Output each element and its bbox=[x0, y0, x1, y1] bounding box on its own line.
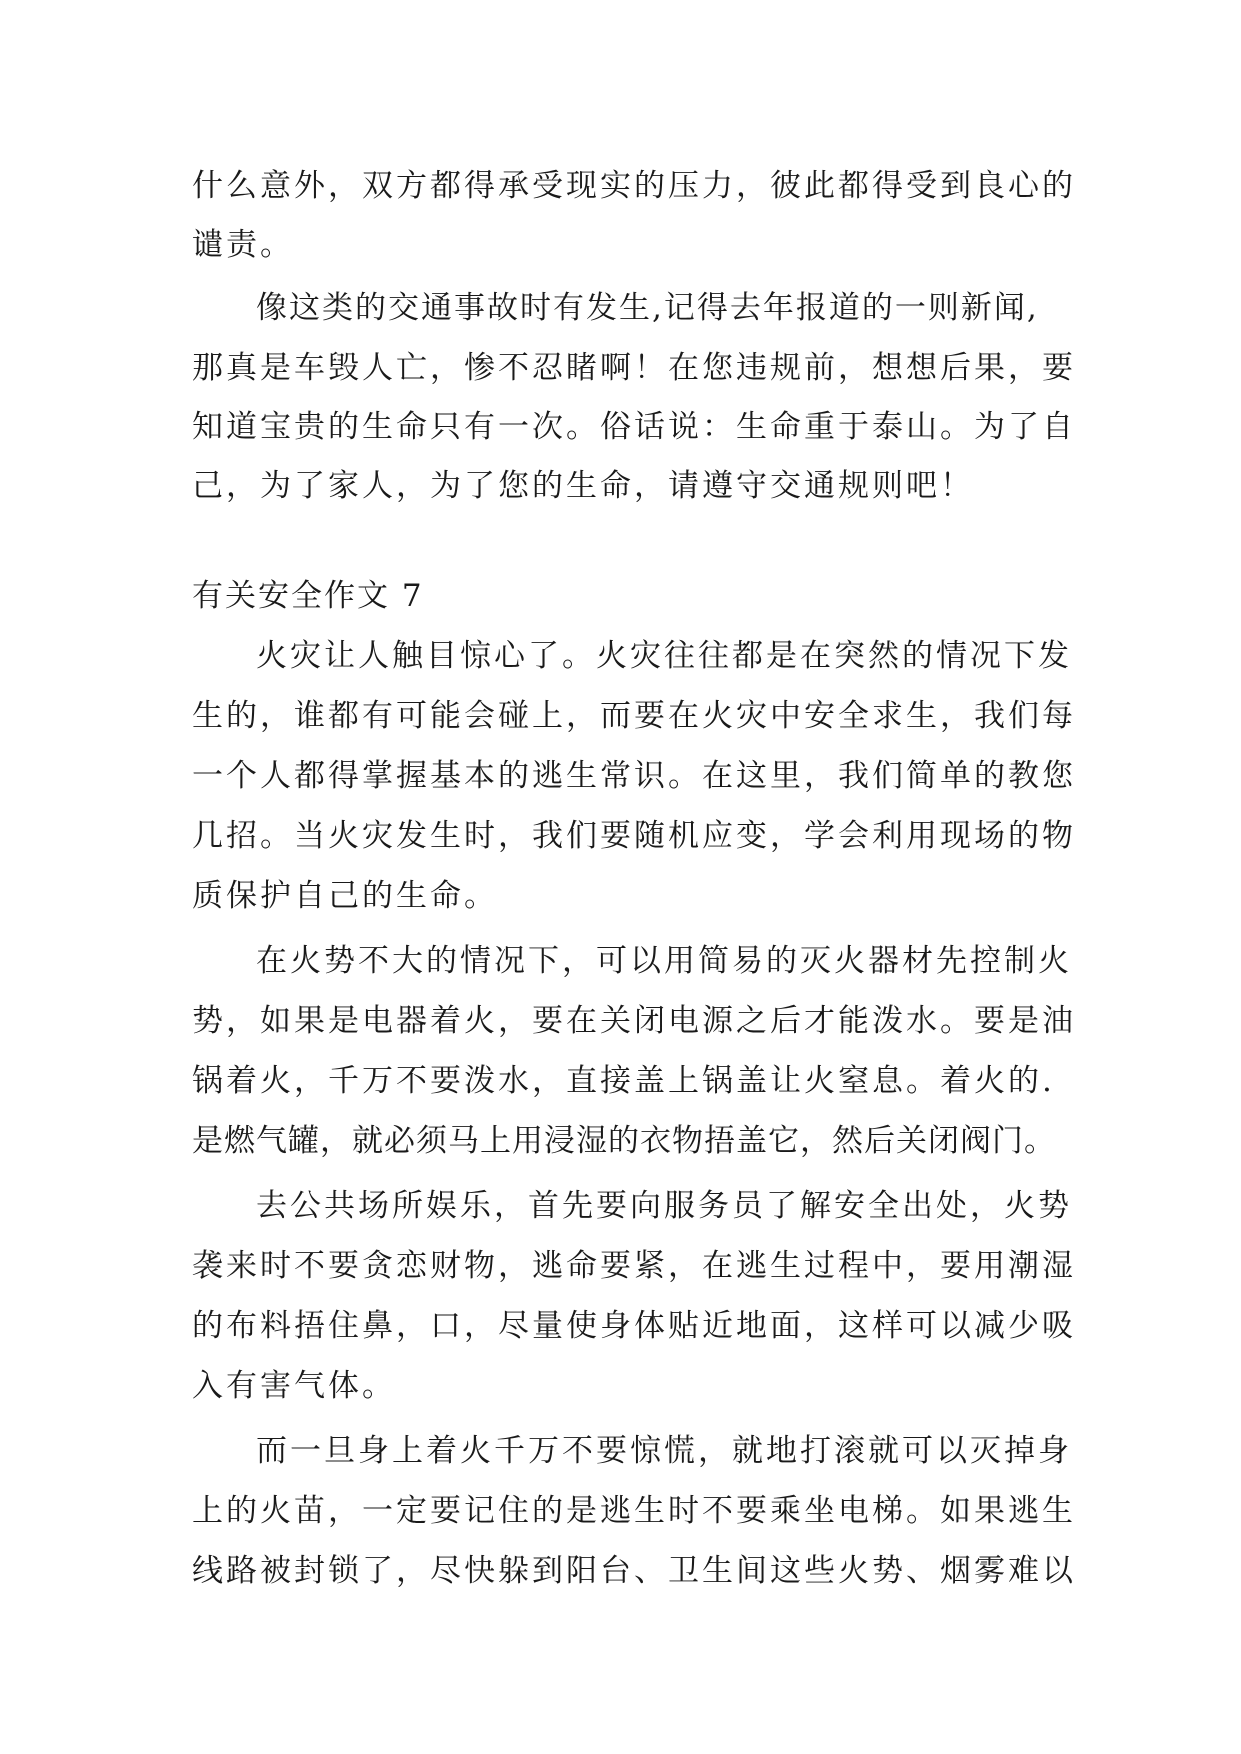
text-line: 线路被封锁了，尽快躲到阳台、卫生间这些火势、烟雾难以 bbox=[192, 1553, 1076, 1589]
text-line: 一个人都得掌握基本的逃生常识。在这里，我们简单的教您 bbox=[192, 758, 1076, 794]
paragraph-start-line: 去公共场所娱乐，首先要向服务员了解安全出处，火势 bbox=[256, 1188, 1072, 1224]
text-line: 上的火苗，一定要记住的是逃生时不要乘坐电梯。如果逃生 bbox=[192, 1493, 1076, 1529]
text-line: 袭来时不要贪恋财物，逃命要紧，在逃生过程中，要用潮湿 bbox=[192, 1248, 1076, 1284]
text-line: 锅着火，千万不要泼水，直接盖上锅盖让火窒息。着火的. bbox=[192, 1063, 1055, 1099]
essay-title: 有关安全作文 7 bbox=[192, 578, 424, 614]
text-line: 知道宝贵的生命只有一次。俗话说：生命重于泰山。为了自 bbox=[192, 409, 1076, 445]
paragraph-start-line: 像这类的交通事故时有发生,记得去年报道的一则新闻, bbox=[256, 290, 1039, 326]
text-line: 己，为了家人，为了您的生命，请遵守交通规则吧！ bbox=[192, 468, 974, 504]
text-line: 生的，谁都有可能会碰上，而要在火灾中安全求生，我们每 bbox=[192, 698, 1076, 734]
paragraph-start-line: 在火势不大的情况下，可以用简易的灭火器材先控制火 bbox=[256, 943, 1072, 979]
text-line: 的布料捂住鼻，口，尽量使身体贴近地面，这样可以减少吸 bbox=[192, 1308, 1076, 1344]
text-line: 是燃气罐，就必须马上用浸湿的衣物捂盖它，然后关闭阀门。 bbox=[192, 1123, 1056, 1159]
paragraph-start-line: 而一旦身上着火千万不要惊慌，就地打滚就可以灭掉身 bbox=[256, 1433, 1072, 1469]
text-line: 那真是车毁人亡，惨不忍睹啊！在您违规前，想想后果，要 bbox=[192, 350, 1076, 386]
text-line: 几招。当火灾发生时，我们要随机应变，学会利用现场的物 bbox=[192, 818, 1076, 854]
text-line: 势，如果是电器着火，要在关闭电源之后才能泼水。要是油 bbox=[192, 1003, 1076, 1039]
text-line: 质保护自己的生命。 bbox=[192, 878, 498, 914]
paragraph-start-line: 火灾让人触目惊心了。火灾往往都是在突然的情况下发 bbox=[256, 638, 1072, 674]
text-line: 谴责。 bbox=[192, 227, 294, 263]
text-line: 什么意外，双方都得承受现实的压力，彼此都得受到良心的 bbox=[192, 168, 1076, 204]
text-line: 入有害气体。 bbox=[192, 1368, 396, 1404]
